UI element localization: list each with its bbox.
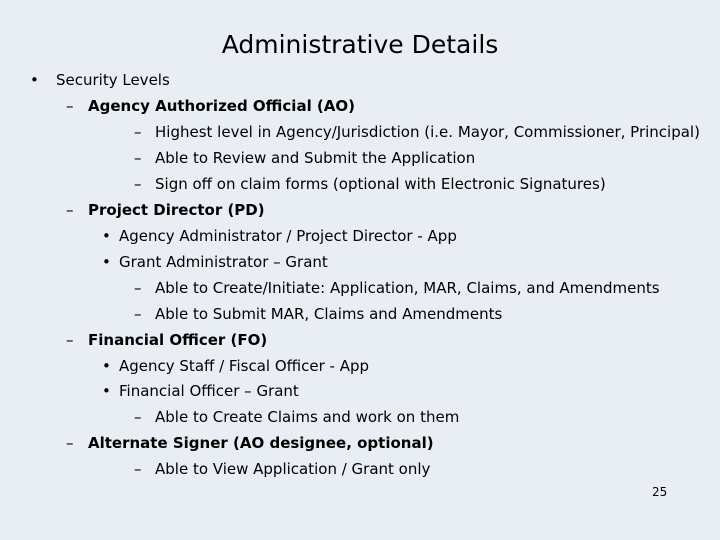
security-levels-heading: Security Levels <box>56 71 170 89</box>
role-ao: Agency Authorized Official (AO) <box>88 97 356 115</box>
dash-marker: – <box>134 123 142 141</box>
fo-item-1: Agency Staff / Fiscal Officer - App <box>119 357 370 375</box>
bullet-marker: • <box>30 71 39 89</box>
dash-marker: – <box>134 305 142 323</box>
dash-marker: – <box>66 201 74 219</box>
role-pd: Project Director (PD) <box>88 201 265 219</box>
bullet-marker: • <box>102 253 111 271</box>
role-alternate-signer: Alternate Signer (AO designee, optional) <box>88 434 434 452</box>
bullet-marker: • <box>102 357 111 375</box>
bullet-marker: • <box>102 227 111 245</box>
slide-title: Administrative Details <box>221 30 499 59</box>
dash-marker: – <box>134 279 142 297</box>
ao-detail-1: Highest level in Agency/Jurisdiction (i.e. Mayor, Commissioner, Principal) <box>155 123 700 141</box>
fo-item-2: Financial Officer – Grant <box>119 382 299 400</box>
pd-detail-2: Able to Submit MAR, Claims and Amendments <box>155 305 503 323</box>
dash-marker: – <box>134 460 142 478</box>
dash-marker: – <box>66 331 74 349</box>
role-fo: Financial Officer (FO) <box>88 331 268 349</box>
dash-marker: – <box>66 97 74 115</box>
pd-item-2: Grant Administrator – Grant <box>119 253 328 271</box>
dash-marker: – <box>134 149 142 167</box>
ao-detail-3: Sign off on claim forms (optional with Electronic Signatures) <box>155 175 606 193</box>
page-number: 25 <box>652 485 668 499</box>
pd-detail-1: Able to Create/Initiate: Application, MAR, Claims, and Amendments <box>155 279 660 297</box>
dash-marker: – <box>134 408 142 426</box>
fo-detail-1: Able to Create Claims and work on them <box>155 408 460 426</box>
dash-marker: – <box>66 434 74 452</box>
bullet-marker: • <box>102 382 111 400</box>
alt-detail-1: Able to View Application / Grant only <box>155 460 431 478</box>
ao-detail-2: Able to Review and Submit the Application <box>155 149 476 167</box>
pd-item-1: Agency Administrator / Project Director - App <box>119 227 457 245</box>
dash-marker: – <box>134 175 142 193</box>
